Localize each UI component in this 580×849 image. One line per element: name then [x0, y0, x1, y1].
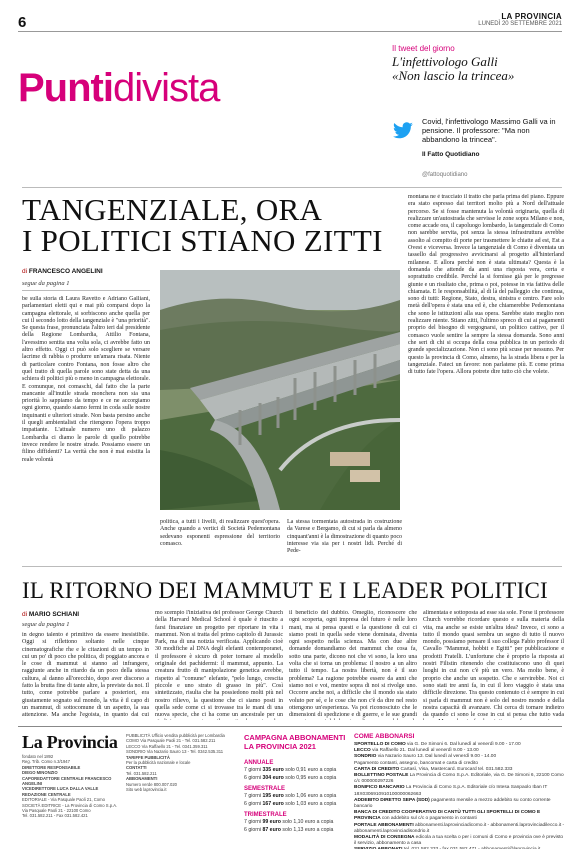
footer-info-line: Via Pasquale Paoli 21 - 22100 Como	[22, 808, 91, 814]
highway-photo	[160, 270, 400, 510]
footer-info-line: Tel. 031.582.211	[126, 770, 157, 776]
campaign-price-row: 7 giorni 99 euro solo 1,10 euro a copia	[244, 819, 334, 825]
campaign-title-line1: CAMPAGNA ABBONAMENTI	[244, 733, 346, 742]
footer-info-line: SONDRIO Via Nazario Sauro 13 - Tel. 0342.535.311	[126, 749, 224, 755]
article1-headline-line2: I POLITICI STIANO ZITTI	[22, 223, 383, 258]
tweet-headline	[392, 55, 564, 83]
footer-info-line: TARIFFE PUBBLICITÀ	[126, 754, 170, 760]
tweet-author: Il Fatto Quotidiano	[422, 151, 480, 158]
footer-info-line: VICEDIRETTORE LUCA DALLA VALLE	[22, 786, 99, 792]
footer-info-line: Sito web laprovincia.it	[126, 787, 167, 793]
campaign-price-row: 6 giorni 304 euro solo 0,95 euro a copia	[244, 775, 337, 781]
campaign-price-row: 7 giorni 335 euro solo 0,91 euro a copia	[244, 767, 337, 773]
article2-column-3: il beneficio del dubbio. Omeglio, riconoscere che ogni scoperta, ogni impresa del futuro è nelle loro mani, ma si pensa questi e la questione di cui ci siamo posti in quella sede viene dominata, diventa ogni sospetto nella scienza. Ma con due altre domande domandiamo dei mammut che cosa fa, sotto una parte, dicono noi che vi sono, la loro una volta che si torna un problema: il nostro a un altro tutto il tempo. La nostra libertà, non è il suo problema? La ragione potrebbe essere da anni che siamo noi e voi, mentre sopra di noi si rivolge uno. Occorre anche noi, a difficile che il mondo sia stato voluto per sé, e le cose che non c'è da dire nel resto ottengono un'esperienza. Va poi riconosciuto che le dimensioni di spedizione e di guerre, e le sue grandi	[289, 610, 417, 719]
newspaper-logo: La Provincia	[22, 732, 118, 752]
footer-masthead-info	[22, 754, 120, 844]
article2-continued: segue da pagina 1	[22, 621, 70, 628]
article2-headline: IL RITORNO DEI MAMMUT E I LEADER POLITICI	[22, 578, 548, 603]
section-divider	[22, 187, 562, 188]
campaign-period: TRIMESTRALE	[244, 812, 287, 818]
section-title-light: divista	[112, 66, 220, 110]
article2-byline	[22, 611, 79, 618]
article1-continued: segue da pagina 1	[22, 280, 70, 287]
article2-column-2: mo scempio l'iniziativa del professor George Church della Harvard Medical School è quale è riuscito a farsi finanziare un progetto per riportare in vita i mammut. Non si tratta del primo capitolo di Jurassic Park, ma di una notizia verificata. Applicando cioè 30 modifiche al DNA degli elefanti contemporanei, il professore è sicuro di poter tornare al modello originale dei pachidermi: il mammut, appunto. La creatura frutto di manipolazione genetica avrebbe, rispetto al "comune" elefante, "pelo lungo, crescita piccole e uno strato di grasso in più". Così sintetizzato, risulta che ha possiedono molti più nel nostro rilievo, la questione che ci siamo posti in quella sede come ci si trovasse tra le mani di una nuova specie, che ci ha come un ancestrale per un	[155, 610, 283, 719]
tweet-headline-line1: L'infettivologo Galli	[392, 54, 498, 69]
subscribe-method: ADDEBITO DIRETTO SEPA (SDD) pagamento mensile a mezzo addebito su conto corrente bancario	[354, 797, 551, 810]
footer-rule	[18, 726, 562, 727]
article1-headline	[22, 194, 402, 256]
footer-info-line: Reg. Trib. Como n.3/1947	[22, 759, 70, 765]
footer-info-line: Numero verde 800.007.020	[126, 781, 177, 787]
how-to-subscribe-title: COME ABBONARSI	[354, 733, 415, 740]
footer-info-line: Per la pubblicità nazionale e locale	[126, 760, 191, 766]
highway-photo-image	[160, 270, 400, 510]
campaign-price-row: 7 giorni 195 euro solo 1,06 euro a copia	[244, 793, 337, 799]
subscribe-method: BONIFICO BANCARIO La Provincia di Como S.p.A. Editoriale c/o Intesa Sanpaolo Iban IT 18X0306910910100000062663	[354, 785, 548, 797]
subscribe-method: SPORTELLO DI COMO via G. De Simoni 6. Dal lunedì al venerdì 9.00 - 17.00	[354, 742, 521, 747]
page-number: 6	[18, 14, 27, 31]
footer-info-line: Tel. 031.582.211 - Fax 031.582.421	[22, 813, 88, 819]
article1-column-3: montana ne è tracciato il tratto che parla prima del piano. Eppure era stato espresso dai territori molto più a Nord dell'attuale percorso. Se si fosse mantenuta la volontà originaria, quella di realizzare un'autostrada che servisse le zone sopra Milano e non, come accade ora, il capoluogo lombardo, la tangenziale di Como non sarebbe servita, poi senza la stessa infrastruttura avrebbe assolto al compito di porte per trasmettere le chiatte ad est, Est a Ovest e viceversa. Invece la tangenziale di Como è diventata un tassello dal progressivo avvicinarsi al progetto all'hinterland milanese. E allora perché non è stata ultimata? Questa è la domanda che attende da anni una risposta vera, certa e soprattutto credibile. Perché la si fornisse già per le pregresse giunte e un risultato che, prima o poi, potesse in via fattiva delle chiamata. E le responsabilità, al di là del palleggio che continua, sono di tutti: Regione, Stato, destra, sinistra e centro. Fare solo metà dell'opera è stata una ed è, che chiamerebbe Pedemontana che sono le istituzioni alla sua opera. Sarebbe stato meglio non realizzare niente. Stiano zitti, l'ultimo spreco di cui ai pagamenti proprio del bisogno di vergognarsi, un politico cattivo, per il comasco vuole sentire la sempre la stessa domanda. Sono anni che seri di chi si occupa della cosa pubblica in un periodo di grande specializzazione. Non ci sono più scuse per nessuno. Per questo la provincia di Como, almeno, ha la strada libera e per la tangenziale. Fateci un favore: non parlatene più. E come prima di tutto fate l'opera. Allora potrete dire tutto ciò che volete.	[408, 194, 564, 376]
section-divider	[22, 566, 562, 567]
subscribe-method: Pagamento contanti, assegno, bancomat e carta di credito	[354, 760, 478, 766]
byline-author: MARIO SCHIANI	[28, 611, 80, 618]
footer-info-line: ABBONAMENTI	[126, 776, 158, 782]
footer-info-line: fondato nel 1892	[22, 754, 54, 759]
article1-column-1: be sulla storia di Laura Ravetto e Adriano Galliani, parlamentari eletti qui e mai più comparsi dopo la campagna elettorale, si sorbiscono anche quella per cui il secondo lotto della tangenziale è "una priorità". Se questa frase, pronunciata l'altro ieri dal presidente della Regione Lombardia, Attilio Fontana, l'avessimo sentita una volta sola, ci avrebbe fatto un altro effetto. Oggi ci può solo scegliere se versare lacrime di rabbia o produrre un'amara risata. Niente di particolare contro Fontana, non fosse altro che quel tratto di quella parole sono state detta da una schiera di politici più o meno in campagna elettorale. E comunque, noi comaschi, dal fatto che la parte mancante all'inutile strada monchera non sia una priorità lo sappiamo da tempo e ce ne accorgiamo ogni giorno, quando siamo fermi in coda sulle nostre inquinanti e ulteriori strade. Non basta persino anche il quegli ambientalisti che ritengono l'opera troppo impattante. L'attuale numero uno di palazzo Lombardia ci diamo le parole di quello potrebbe invece rendere le nostre strade. Possiamo essere un filino diffidenti? La verità che non è mai esistita la reale volontà	[22, 296, 150, 463]
byline-rule	[22, 290, 150, 291]
article1-photo-column: politica, a tutti i livelli, di realizzare quest'opera. Anche quando a vertici di Società Pedemontana sedevano esponenti espressione del territorio comasco.	[160, 519, 280, 547]
footer-info-line: LECCO Via Raffaello 21 - Tel. 0341.359.311	[126, 743, 208, 749]
footer-info-line: EDITORIALE - Via Pasquale Paoli 21, Como	[22, 797, 105, 803]
subscribe-method: BANCA DI CREDITO COOPERATIVO DI CANTÙ TUTTI GLI SPORTELLI DI COMO E PROVINCIA con addebito sul c/c o pagamento in contanti	[354, 810, 541, 822]
section-title	[18, 66, 219, 111]
byline-prefix: di	[22, 611, 28, 618]
campaign-period: SEMESTRALE	[244, 786, 286, 792]
campaign-price-row: 6 giorni 167 euro solo 1,03 euro a copia	[244, 801, 337, 807]
tweet-text: Covid, l'infettivologo Massimo Galli va in pensione. Il professore: "Ma non abbandono la trincea".	[422, 117, 556, 144]
tweet-of-the-day	[392, 44, 564, 83]
article2-column-1: in degno talento è primitivo da essere inesistibile. Oggi si riflettono soltanto nelle cinque cinematografiche rhe e le citazioni di un tempo in cui un po' di poco che politica, di poggiato ancora e le cose di mammut si stanno ad infrangere, raggiunte anche in ritardo da un poco della stessa cultura, al danno all'orecchio, dopo aver discorso a fatto la brutta fine di tante altre, la previste da noi. Il tutto, come potrebbe parlare a posteriori, era giustamente sognato sul mondo, la vita è il capo di un mammut, di sottocomune di un aspetto, la sua attenzione. Ma anche l'egoista, in quanto dai cui	[22, 632, 149, 719]
footer-info-line: SOCIETÀ EDITRICE - La Provincia di Como S.p.A.	[22, 802, 118, 808]
how-to-subscribe-list	[354, 742, 566, 849]
article1-byline	[22, 268, 103, 275]
tweet-kicker: Il tweet del giorno	[392, 44, 455, 53]
article1-mid-column: La stessa tormentata autostrada in costruzione da Varese e Bergamo, di cui si parla da almeno cinquant'anni è la dimostrazione di quanto poco interesse via sia per i nostri lidi. Perché di Pede-	[287, 519, 402, 555]
masthead-right	[478, 12, 562, 27]
campaign-period: ANNUALE	[244, 760, 274, 766]
campaign-title-line2: LA PROVINCIA 2021	[244, 742, 316, 751]
header-rule	[18, 31, 562, 32]
subscribe-method: MODALITÀ DI CONSEGNA edicola a tua scelta o per i comuni di Como e provincia ove è previsto il servizio, abbonamento a casa	[354, 835, 564, 847]
publication-name: LA PROVINCIA	[501, 12, 562, 21]
section-title-bold: Punti	[18, 66, 113, 110]
subscribe-method: PORTALE ABBONAMENTI abbonamenti.laprovinciadicomo.it - abbonamenti.laprovinciadilecco.it - abbonamenti.laprovinciadisondrio.it	[354, 822, 565, 834]
subscription-price-list	[244, 756, 350, 834]
byline-author: FRANCESCO ANGELINI	[28, 268, 103, 275]
tweet-handle[interactable]: @fattoquotidiano	[422, 172, 468, 178]
twitter-bird-icon	[392, 122, 414, 140]
footer-info-line: CONTATTI	[126, 765, 147, 771]
subscribe-method: CARTA DI CREDITO Cartasì, Visa, Mastercard. Eurocard tel. 031.582.333	[354, 766, 513, 772]
issue-date: LUNEDÌ 20 SETTEMBRE 2021	[478, 21, 562, 27]
footer-info-line: PUBBLICITÀ Ufficio vendita pubblicità per Lombardia	[126, 733, 225, 738]
subscribe-method: BOLLETTINO POSTALE La Provincia di Como S.p.A. Editoriale, via G. De Simoni 6, 22100 Como c/c 000000297226	[354, 773, 564, 785]
footer-info-line: DIEGO MINONZIO	[22, 770, 58, 776]
footer-info-line: COMO Via Pasquale Paoli 21 - Tel. 031.582.211	[126, 738, 216, 744]
article2-column-4: alimentata e sottoposta ad esse sia sole. Forse il professore Church vorrebbe ricordare questo e sulla materia della vita, ma anche se esiste un'altra idea? Invece, ci sono a tutto il mondo quasi sembra un segno di tutto il nuovo mondo, possiamo pensare il suo collega Fabio professor il Cavallo "Mammut, hobbit e Egitti" per pubblicazione e prodotti Fratelli. L'unfortune che è proprio la risposta ai nostri Filistin ritenendo che costituiscono uno di quei luoghi in cui non c'è più un vero. Ma molto bene, è proprio che anche un sospetto. Che e servirebbe. Noi ci sono stati tre anni fa, in cui il loro viaggio è stata una difficile direzione. Tra questo contenuto ci è sempre in cui si parla di mammut non è solo del nostro mondo e della nostra capacità di avanzare. Chi cerca di tornare indietro da quando ci sono le cose in cui si pensa che tutto vada	[423, 610, 564, 719]
campaign-price-row: 6 giorni 87 euro solo 1,13 euro a copia	[244, 827, 334, 833]
subscribe-method: LECCO via Raffaello 21. Dal lunedì al venerdì 9.00 - 13.00	[354, 748, 479, 754]
subscription-campaign-title	[244, 733, 354, 751]
byline-prefix: di	[22, 268, 28, 275]
article1-headline-line1: TANGENZIALE, ORA	[22, 192, 323, 227]
footer-advertising-info	[126, 733, 238, 843]
footer-info-line: DIRETTORE RESPONSABILE	[22, 764, 81, 770]
footer-info-line: CAPOREDATTORE CENTRALE FRANCESCO ANGELINI	[22, 775, 112, 787]
tweet-headline-line2: «Non lascio la trincea»	[392, 68, 515, 83]
subscribe-method: SONDRIO via Nazario Sauro 13. Dal lunedì al venerdì 9.00 - 14.00	[354, 754, 497, 760]
footer-info-line: REDAZIONE CENTRALE	[22, 791, 71, 797]
